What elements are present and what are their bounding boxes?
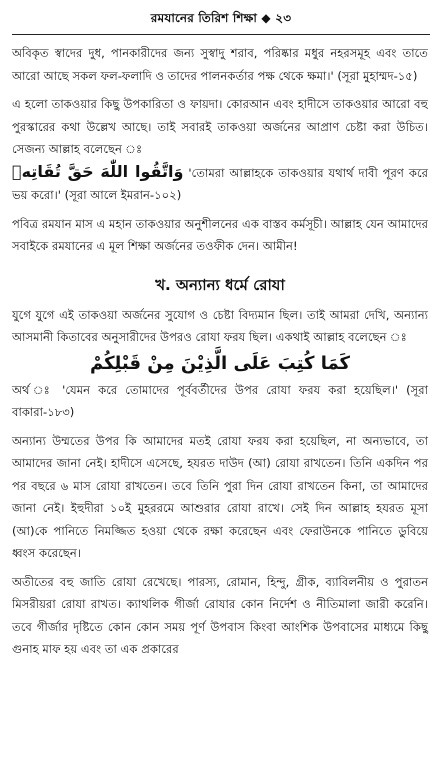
section-heading: খ. অন্যান্য ধর্মে রোযা <box>155 275 285 294</box>
paragraph-4: পবিত্র রমযান মাস এ মহান তাকওয়ার অনুশীলনের এক বাস্তব কর্মসূচী। আল্লাহ যেন আমাদের সবাইকে রমযানের এ মূল শিক্ষা অর্জনের তওফীক দেন। আমীন! <box>12 216 428 253</box>
paragraph-2: এ হলো তাকওয়ার কিছু উপকারিতা ও ফায়দা। কোরআন এবং হাদীসে তাকওয়ার আরো বহু পুরস্কারের কথা উল্লেখ আছে। তাই সবারই তাকওয়া অর্জনের আপ্রাণ চেষ্টা করা উচিত। সেজন্য আল্লাহ বলেছেন ঃ <box>12 97 428 156</box>
paragraph-1: অবিকৃত স্বাদের দুধ, পানকারীদের জন্য সুস্বাদু শরাব, পরিষ্কার মধুর নহরসমূহ এবং তাতে আরো আছে সকল ফল-ফলাদি ও তাদের পালনকর্তার পক্ষ থেকে ক্ষমা।' (সূরা মুহাম্মদ-১৫) <box>12 46 428 83</box>
paragraph-3 <box>12 161 428 207</box>
paragraph-7: অর্থ ঃ 'যেমন করে তোমাদের পূর্ববর্তীদের উপর রোযা ফরয করা হয়েছিল।' (সূরা বাকারা-১৮৩) <box>12 382 428 419</box>
page-content <box>12 42 428 661</box>
paragraph-8: অন্যান্য উম্মতের উপর কি আমাদের মতই রোযা ফরয করা হয়েছিল, না অন্যভাবে, তা আমাদের জানা নেই। হাদীসে এসেছে, হযরত দাউদ (আ) রোযা রাখতেন। তিনি একদিন পর পর বছরে ৬ মাস রোযা রাখতেন। তবে তিনি পুরা দিন রোযা রাখতেন কিনা, তা আমাদের জানা নেই। ইহুদীরা ১০ই মুহররমে আশুরার রোযা রাখে। সেই দিন আল্লাহ হযরত মূসা (আ)কে পানিতে নিমজ্জিত হওয়া থেকে রক্ষা করেছেন এবং ফেরাউনকে পানিতে ডুবিয়ে ধ্বংস করেছেন। <box>12 433 428 560</box>
page-header: রমযানের তিরিশ শিক্ষা ◆ ২৩ <box>150 11 292 25</box>
header-rule <box>12 34 430 35</box>
paragraph-5: যুগে যুগে এই তাকওয়া অর্জনের সুযোগ ও চেষ্টা বিদ্যমান ছিল। তাই আমরা দেখি, অন্যান্য আসমানী কিতাবের অনুসারীদের উপরও রোযা ফরয ছিল। একথাই আল্লাহ বলেছেন ঃ <box>12 307 428 344</box>
quran-arabic-verse-1: وَاتَّقُوا اللّٰهَ حَقَّ تُقَاتِهٖ <box>12 161 184 181</box>
quran-arabic-verse-2: كَمَا كُتِبَ عَلَى الَّذِيْنَ مِنْ قَبْلِكُمْ <box>89 352 351 374</box>
paragraph-9: অতীতের বহু জাতি রোযা রেখেছে। পারস্য, রোমান, হিন্দু, গ্রীক, ব্যাবিলনীয় ও পুরাতন মিসরীয়রা রোযা রাখত। ক্যাথলিক গীর্জা রোযার কোন নির্দেশ ও নীতিমালা জারী করেনি। তবে গীর্জার দৃষ্টিতে কোন কোন সময় পূর্ণ উপবাস কিংবা আংশিক উপবাসের মাধ্যমে কিছু গুনাহ মাফ হয় এবং তা এক প্রকারের <box>12 574 428 656</box>
quran-verse-1-translation: 'তোমরা আল্লাহকে তাকওয়ার যথার্থ দাবী পূরণ করে ভয় করো।' (সূরা আলে ইমরান-১০২) <box>12 165 429 202</box>
